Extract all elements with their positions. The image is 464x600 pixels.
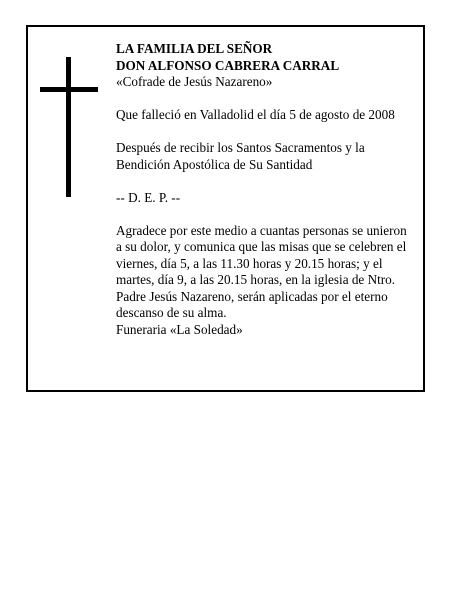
rest-in-peace: -- D. E. P. -- xyxy=(116,189,181,205)
thanks-line-1: Agradece por este medio a cuantas personas se unieron xyxy=(116,222,407,238)
heading-family: LA FAMILIA DEL SEÑOR xyxy=(116,41,273,56)
affiliation: «Cofrade de Jesús Nazareno» xyxy=(116,74,273,89)
thanks-line-5: Padre Jesús Nazareno, serán aplicadas por el eterno xyxy=(116,288,388,304)
thanks-line-2: a su dolor, y comunica que las misas que se celebren el xyxy=(116,239,407,254)
funeral-home: Funeraria «La Soledad» xyxy=(116,321,243,337)
thanks-line-6: descanso de su alma. xyxy=(116,305,227,320)
thanks-line-3: viernes, día 5, a las 11.30 horas y 20.15 horas; y el xyxy=(116,255,383,271)
death-statement: Que falleció en Valladolid el día 5 de agosto de 2008 xyxy=(116,107,395,122)
heading-deceased-name: DON ALFONSO CABRERA CARRAL xyxy=(116,57,340,73)
obituary-notice xyxy=(26,25,425,392)
cross-vertical-bar xyxy=(66,57,71,197)
sacraments-line-2: Bendición Apostólica de Su Santidad xyxy=(116,156,313,172)
thanks-line-4: martes, día 9, a las 20.15 horas, en la iglesia de Ntro. xyxy=(116,272,396,287)
cross-icon xyxy=(40,57,98,197)
notice-text xyxy=(116,41,416,338)
sacraments-line-1: Después de recibir los Santos Sacramentos y la xyxy=(116,140,365,155)
cross-horizontal-bar xyxy=(40,87,98,92)
